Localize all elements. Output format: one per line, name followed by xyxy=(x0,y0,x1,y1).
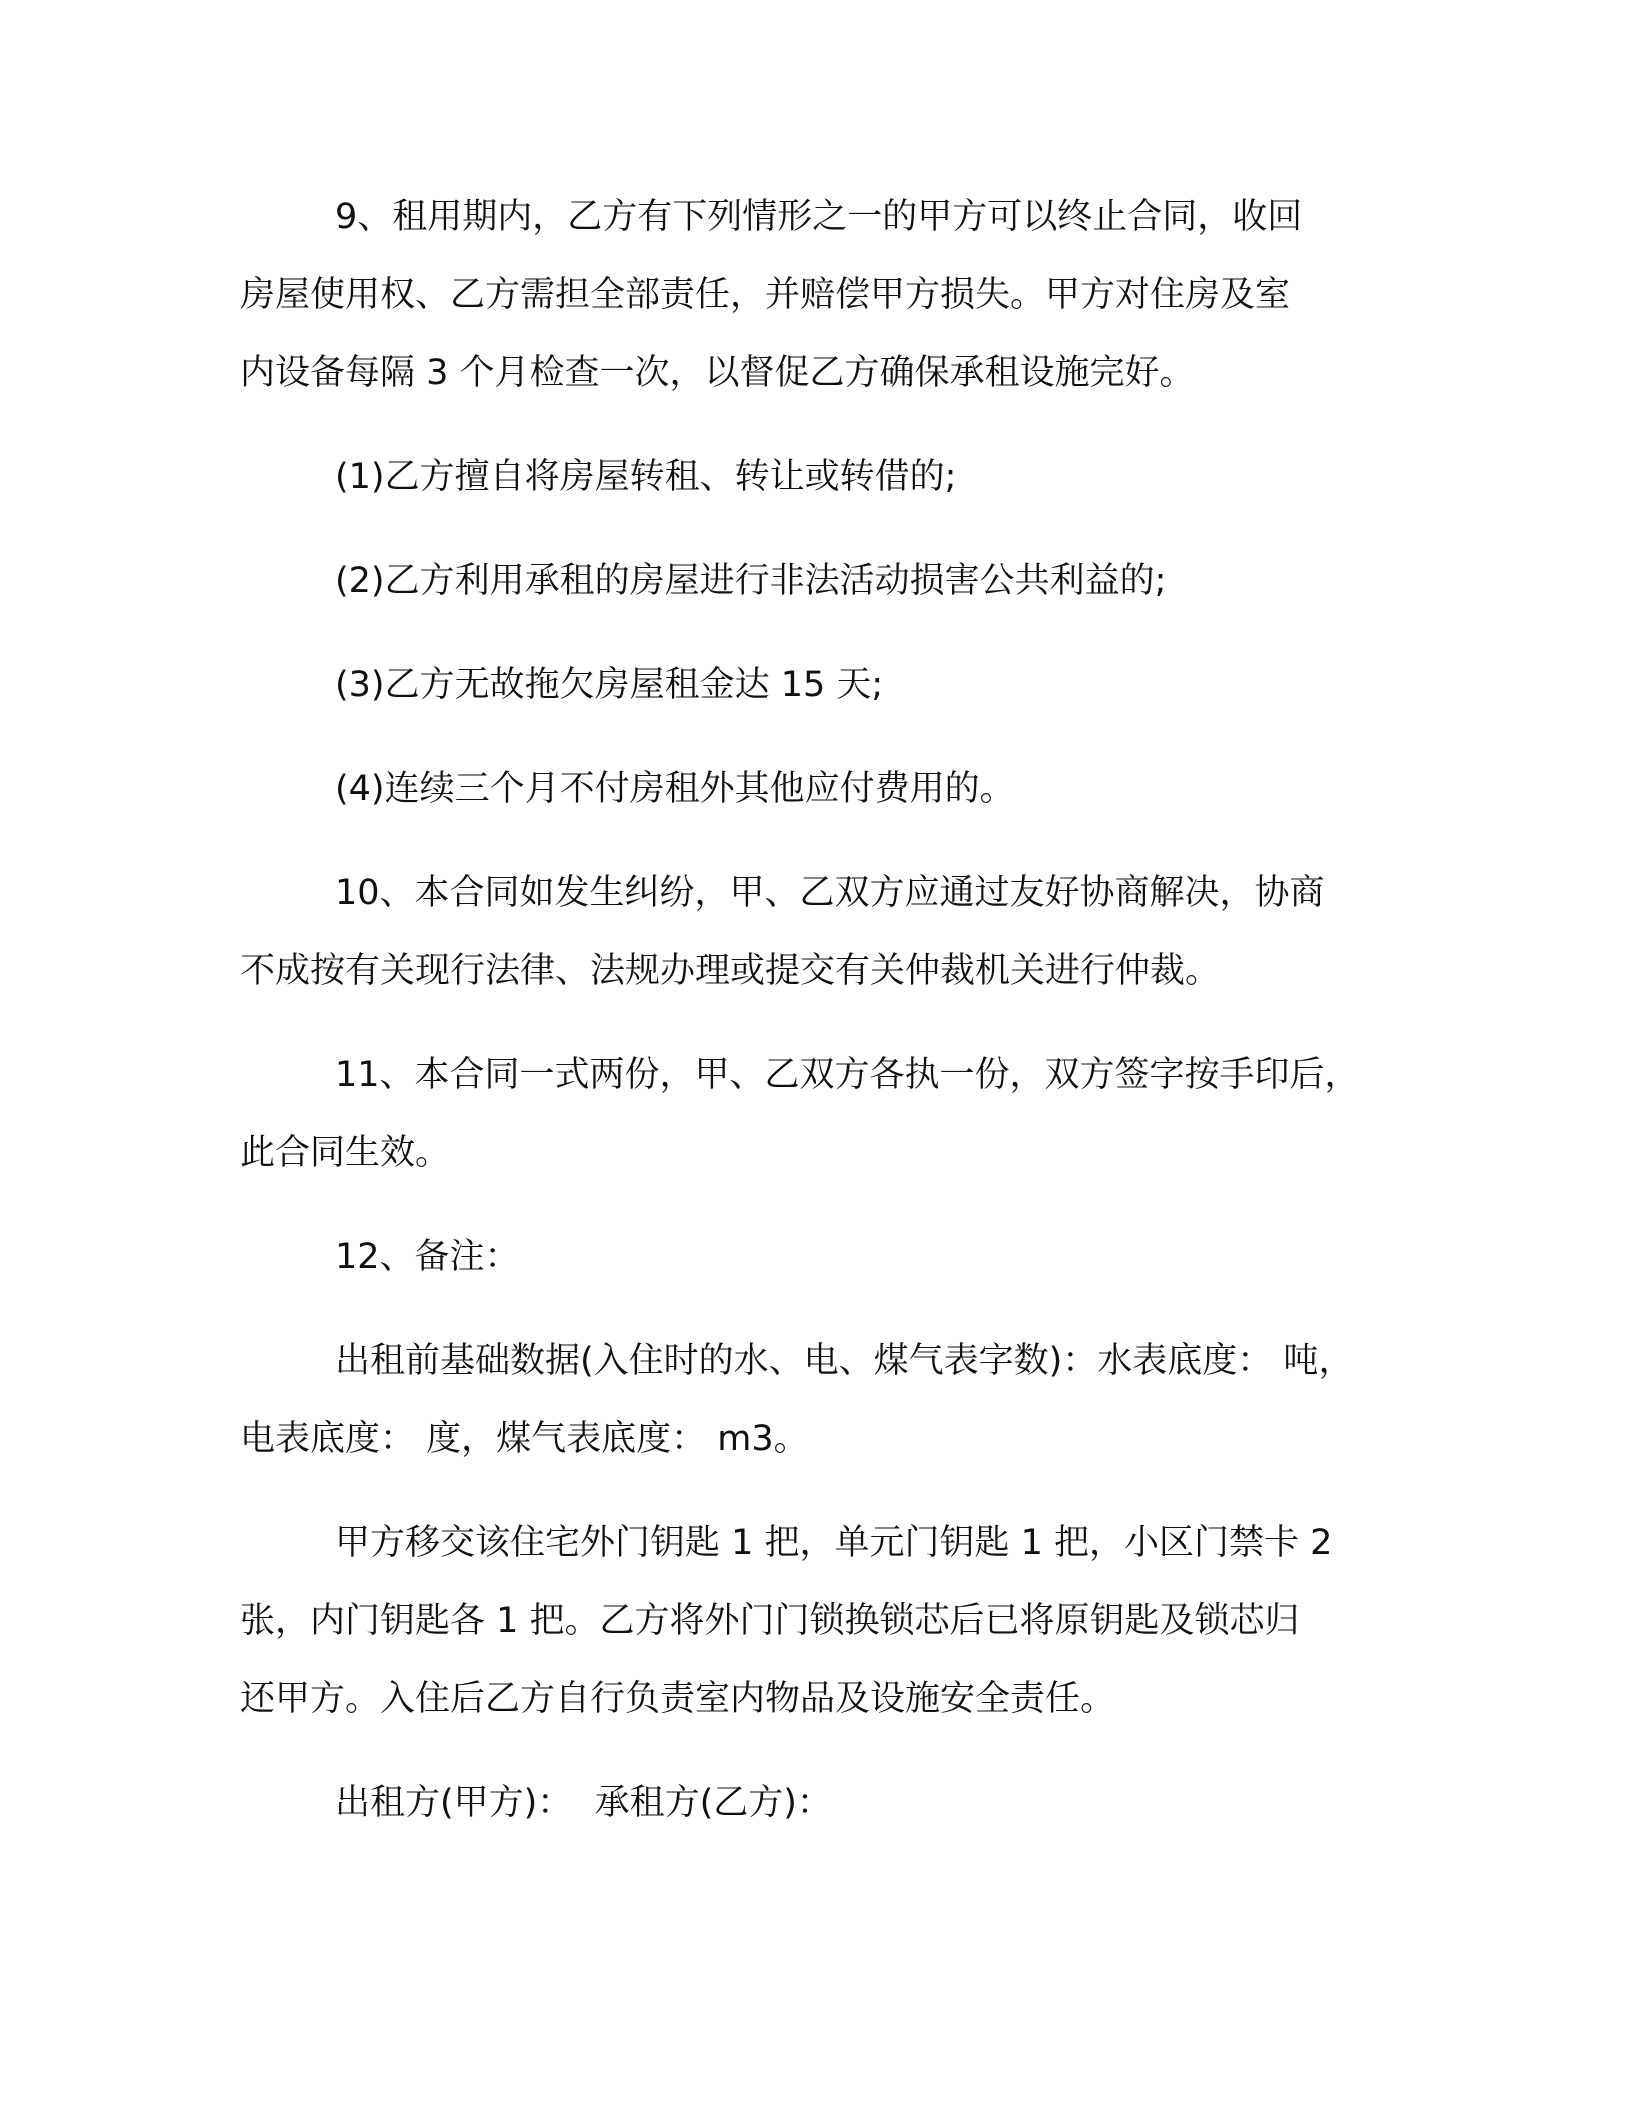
keys-note-line-3: 还甲方。入住后乙方自行负责室内物品及设施安全责任。 xyxy=(240,1679,1116,1719)
item-1-text: (1)乙方擅自将房屋转租、转让或转借的; xyxy=(335,457,957,497)
clause-11 xyxy=(240,1036,1430,1192)
clause-11-line-1: 11、本合同一式两份，甲、乙双方各执一份，双方签字按手印后， xyxy=(335,1055,1360,1095)
clause-10-line-1: 10、本合同如发生纠纷，甲、乙双方应通过友好协商解决，协商 xyxy=(335,873,1325,913)
item-4-text: (4)连续三个月不付房租外其他应付费用的。 xyxy=(335,769,1015,809)
clause-9-item-1 xyxy=(240,438,1430,516)
clause-9 xyxy=(240,178,1430,412)
clause-12 xyxy=(240,1218,1430,1296)
clause-11-line-2: 此合同生效。 xyxy=(240,1133,451,1173)
meter-note-line-1: 出租前基础数据(入住时的水、电、煤气表字数)：水表底度： 吨， xyxy=(335,1341,1354,1381)
clause-9-item-2 xyxy=(240,542,1430,620)
meter-note xyxy=(240,1322,1430,1478)
clause-9-item-4 xyxy=(240,750,1430,828)
keys-note-line-1: 甲方移交该住宅外门钥匙 1 把，单元门钥匙 1 把，小区门禁卡 2 xyxy=(335,1523,1333,1563)
keys-note-line-2: 张，内门钥匙各 1 把。乙方将外门门锁换锁芯后已将原钥匙及锁芯归 xyxy=(240,1601,1300,1641)
clause-9-line-3: 内设备每隔 3 个月检查一次，以督促乙方确保承租设施完好。 xyxy=(240,353,1195,393)
clause-10-line-2: 不成按有关现行法律、法规办理或提交有关仲裁机关进行仲裁。 xyxy=(240,951,1221,991)
item-2-text: (2)乙方利用承租的房屋进行非法活动损害公共利益的; xyxy=(335,561,1167,601)
clause-9-line-2: 房屋使用权、乙方需担全部责任，并赔偿甲方损失。甲方对住房及室 xyxy=(240,275,1291,315)
lessee-label: 承租方(乙方)： xyxy=(594,1783,832,1823)
signature-line xyxy=(240,1764,1430,1842)
clause-10 xyxy=(240,854,1430,1010)
clause-9-item-3 xyxy=(240,646,1430,724)
meter-note-line-2: 电表底度： 度，煤气表底度： m3。 xyxy=(240,1419,809,1459)
keys-note xyxy=(240,1504,1430,1738)
lessor-label: 出租方(甲方)： xyxy=(335,1783,573,1823)
clause-12-heading: 12、备注： xyxy=(335,1237,520,1277)
clause-9-line-1: 9、租用期内，乙方有下列情形之一的甲方可以终止合同，收回 xyxy=(335,197,1303,237)
item-3-text: (3)乙方无故拖欠房屋租金达 15 天; xyxy=(335,665,884,705)
signature-block xyxy=(240,1764,1430,1842)
document-body xyxy=(240,178,1430,1868)
